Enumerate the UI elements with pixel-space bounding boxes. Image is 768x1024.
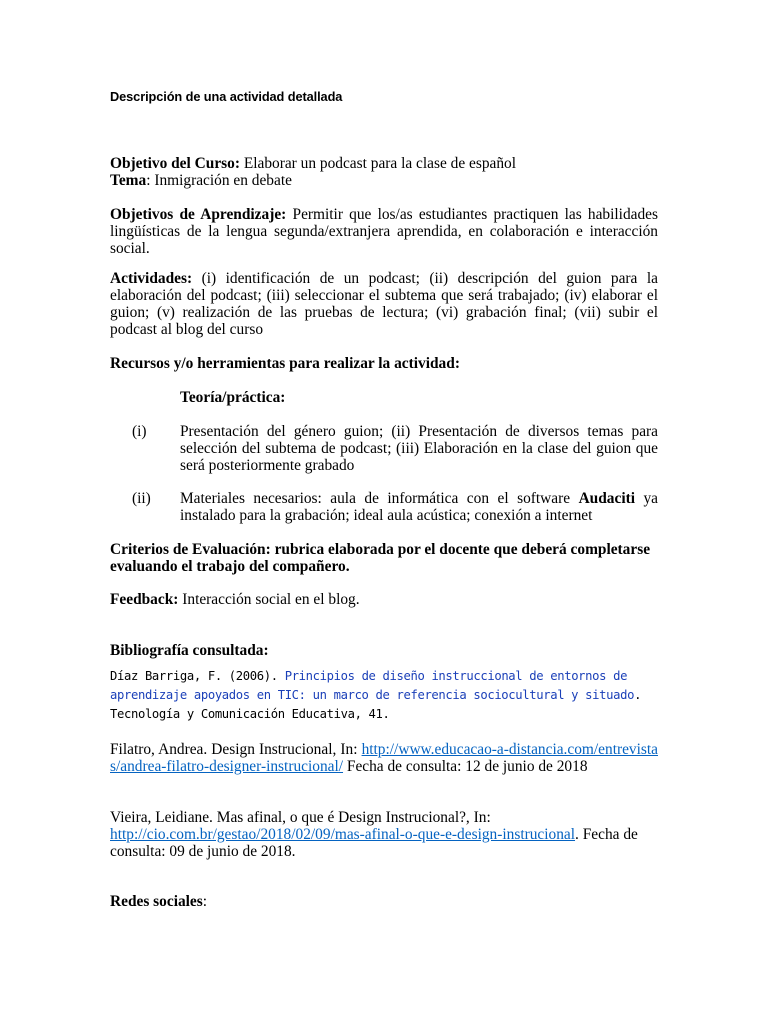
resources-heading-text: Recursos y/o herramientas para realizar la actividad:	[110, 355, 460, 372]
reference-diaz-rest: . Tecnología y Comunicación Educativa, 41.	[110, 688, 642, 721]
reference-diaz-author: Díaz Barriga, F. (2006).	[110, 669, 285, 683]
social-networks-colon: :	[202, 893, 208, 910]
topic-text: : Inmigración en debate	[146, 172, 292, 189]
course-objective-label: Objetivo del Curso:	[110, 155, 240, 172]
activities-text: (i) identificación de un podcast; (ii) descripción del guion para la elaboración del podcast; (iii) seleccionar el subtema que será trabajado; (iv) elaborar el guion; (v) realización de las pruebas de lectura; (vi) grabación final; (vii) subir el podcast al blog del curso	[110, 270, 658, 338]
bibliography-heading-text: Bibliografía consultada:	[110, 642, 269, 659]
activities	[110, 270, 658, 338]
reference-vieira-text: Vieira, Leidiane. Mas afinal, o que é Design Instrucional?, In:	[110, 809, 491, 826]
reference-filatro-date: Fecha de consulta: 12 de junio de 2018	[343, 758, 588, 775]
evaluation-criteria-text: Criterios de Evaluación: rubrica elaborada por el docente que deberá completarse evaluando el trabajo del compañero.	[110, 541, 651, 575]
reference-filatro	[110, 741, 658, 775]
list-item-text: Presentación del género guion; (ii) Presentación de diversos temas para selección del subtema de podcast; (iii) Elaboración en la clase del guion que será posteriormente grabado	[180, 423, 658, 474]
feedback	[110, 591, 658, 608]
reference-vieira-date: . Fecha de consulta: 09 de junio de 2018.	[110, 826, 638, 860]
resources-heading	[110, 355, 658, 372]
theory-heading-text: Teoría/práctica:	[180, 389, 286, 406]
software-name: Audaciti	[578, 490, 635, 507]
evaluation-criteria	[110, 541, 658, 575]
document-title: Descripción de una actividad detallada	[110, 89, 343, 104]
feedback-label: Feedback:	[110, 591, 179, 608]
social-networks-heading-text: Redes sociales	[110, 893, 203, 910]
reference-diaz-title: Principios de diseño instruccional de entornos de aprendizaje apoyados en TIC: un marco de referencia sociocultural y situado	[110, 669, 635, 702]
reference-vieira-link[interactable]: http://cio.com.br/gestao/2018/02/09/mas-afinal-o-que-e-design-instrucional	[110, 826, 576, 843]
activities-label: Actividades:	[110, 270, 193, 287]
learning-objectives	[110, 206, 658, 257]
topic-label: Tema	[110, 172, 147, 189]
social-networks-heading	[110, 893, 658, 910]
learning-objectives-label: Objetivos de Aprendizaje:	[110, 206, 287, 223]
reference-diaz	[110, 667, 670, 724]
bibliography-heading	[110, 642, 658, 659]
course-objective-text: Elaborar un podcast para la clase de español	[239, 155, 517, 172]
list-item-text-before: Materiales necesarios: aula de informática con el software	[180, 490, 579, 507]
list-item-number: (i)	[132, 423, 147, 440]
learning-objectives-text: Permitir que los/as estudiantes practiquen las habilidades lingüísticas de la lengua segunda/extranjera aprendida, en colaboración e interacción social.	[110, 206, 658, 257]
list-item-number: (ii)	[132, 490, 151, 507]
reference-filatro-link[interactable]: http://www.educacao-a-distancia.com/entrevistas/andrea-filatro-designer-instrucional/	[110, 741, 658, 775]
feedback-text: Interacción social en el blog.	[178, 591, 360, 608]
course-objective	[110, 155, 658, 189]
reference-filatro-text: Filatro, Andrea. Design Instrucional, In:	[110, 741, 362, 758]
reference-vieira	[110, 809, 658, 860]
list-item-text	[180, 490, 658, 524]
list-item-text-after: ya instalado para la grabación; ideal aula acústica; conexión a internet	[180, 490, 659, 524]
theory-heading	[180, 389, 285, 406]
